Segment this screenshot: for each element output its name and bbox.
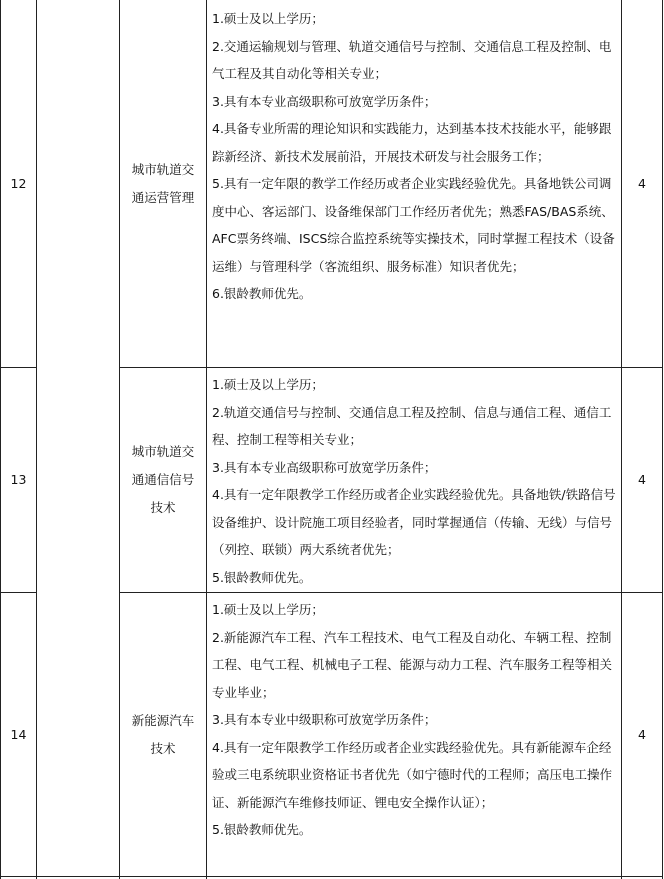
headcount: 4 [638, 175, 646, 191]
grid-line [206, 0, 207, 879]
row-number: 12 [10, 175, 27, 191]
major-name: 城市轨道交通运营管理 [131, 161, 195, 205]
grid-line [662, 0, 663, 879]
requirement-item: 1.硕士及以上学历； [212, 11, 324, 26]
requirement-item: 5.银龄教师优先。 [212, 822, 312, 837]
requirement-item: 5.银龄教师优先。 [212, 569, 312, 585]
requirements [212, 5, 618, 308]
requirement-item: 2.新能源汽车工程、汽车工程技术、电气工程及自动化、车辆工程、控制工程、电气工程、机械电子工程、能源与动力工程、汽车服务工程等相关专业毕业； [212, 629, 613, 700]
requirement-item: 3.具有本专业高级职称可放宽学历条件； [212, 93, 437, 109]
requirement-item: 3.具有本专业高级职称可放宽学历条件； [212, 459, 437, 475]
grid-line [36, 0, 37, 879]
requirements [212, 596, 618, 844]
row-number: 14 [10, 726, 27, 742]
headcount: 4 [638, 726, 646, 742]
requirement-item: 3.具有本专业中级职称可放宽学历条件； [212, 712, 437, 727]
requirement-item: 5.具有一定年限的教学工作经历或者企业实践经验优先。具备地铁公司调度中心、客运部门、设备维保部门工作经历者优先；熟悉FAS/BAS系统、AFC票务终端、ISCS综合监控系统等实操技术，同时掌握工程技术（设备运维）与管理科学（客流组织、服务标准）知识者优先； [212, 176, 615, 274]
requirement-item: 1.硕士及以上学历； [212, 602, 324, 617]
requirement-item: 4.具有一定年限教学工作经历或者企业实践经验优先。具有新能源车企经验或三电系统职业资格证书者优先（如宁德时代的工程师；高压电工操作证、新能源汽车维修技师证、锂电安全操作认证）； [212, 739, 613, 810]
requirements [212, 371, 618, 591]
requirement-item: 4.具备专业所需的理论知识和实践能力，达到基本技术技能水平，能够跟踪新经济、新技术发展前沿，开展技术研发与社会服务工作； [212, 121, 612, 164]
grid-line [0, 876, 663, 877]
requirement-item: 1.硕士及以上学历； [212, 377, 324, 392]
requirement-item: 2.交通运输规划与管理、轨道交通信号与控制、交通信息工程及控制、电气工程及其自动化等相关专业； [212, 38, 612, 81]
major-name: 新能源汽车技术 [131, 712, 195, 756]
requirement-item: 6.银龄教师优先。 [212, 286, 312, 301]
requirement-item: 4.具有一定年限教学工作经历或者企业实践经验优先。具备地铁/铁路信号设备维护、设计院施工项目经验者，同时掌握通信（传输、无线）与信号（列控、联锁）两大系统者优先； [212, 487, 616, 557]
major-name: 城市轨道交通通信信号技术 [131, 444, 195, 515]
requirement-item: 2.轨道交通信号与控制、交通信息工程及控制、信息与通信工程、通信工程、控制工程等相关专业； [212, 404, 612, 447]
headcount: 4 [638, 472, 646, 487]
row-number: 13 [10, 472, 27, 487]
